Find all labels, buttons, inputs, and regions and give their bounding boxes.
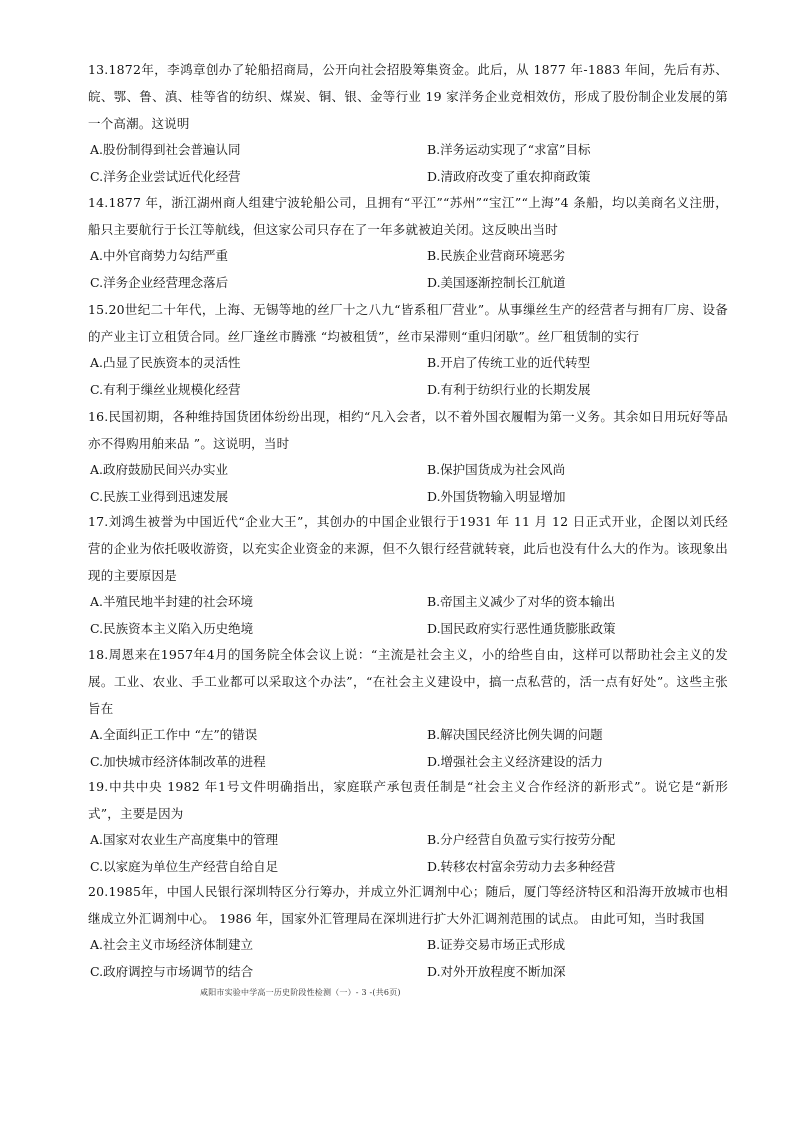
options (90, 243, 728, 296)
question-stem: 20.1985年，中国人民银行深圳特区分行筹办，并成立外汇调剂中心；随后，厦门等经济特区和沿海开放城市也相继成立外汇调剂中心。 1986 年，国家外汇管理局在深圳进行扩大外汇调剂范围的试点。 由此可知，当时我国 (88, 884, 728, 926)
option-b: B.保护国货成为社会风尚 (427, 462, 566, 477)
option-a: A.半殖民地半封建的社会环境 (90, 594, 254, 609)
option-d: D.转移农村富余劳动力去多种经营 (427, 858, 616, 874)
options (90, 350, 728, 403)
options (90, 932, 728, 985)
option-c: C.加快城市经济体制改革的进程 (90, 753, 266, 769)
option-b: B.开启了传统工业的近代转型 (427, 355, 591, 370)
question-stem: 14.1877 年，浙江湖州商人组建宁波轮船公司，且拥有“平江”“苏州”“宝江”“上海”4 条船，均以美商名义注册，船只主要航行于长江等航线，但这家公司只存在了一年多就被迫关闭。这反映出当时 (88, 195, 728, 237)
options (90, 589, 728, 642)
option-c: C.洋务企业经营理念落后 (90, 274, 229, 290)
options (90, 457, 728, 510)
option-a: A.全面纠正工作中 “左”的错误 (90, 727, 258, 742)
option-a: A.政府鼓励民间兴办实业 (90, 462, 229, 477)
option-a: A.社会主义市场经济体制建立 (90, 937, 254, 952)
option-a: A.凸显了民族资本的灵活性 (90, 355, 241, 370)
question-stem: 13.1872年，李鸿章创办了轮船招商局，公开向社会招股筹集资金。此后，从 1877 年-1883 年间，先后有苏、皖、鄂、鲁、滇、桂等省的纺织、煤炭、铜、银、金等行业 19 家洋务企业竞相效仿，形成了股份制企业发展的第一个高潮。这说明 (88, 62, 728, 131)
option-c: C.有利于缫丝业规模化经营 (90, 381, 241, 397)
question-stem: 15.20世纪二十年代，上海、无锡等地的丝厂十之八九“皆系租厂营业”。从事缫丝生产的经营者与拥有厂房、设备的产业主订立租赁合同。丝厂逢丝市腾涨 “均被租赁”，丝市呆滞则“重归闭歇”。丝厂租赁制的实行 (88, 302, 728, 344)
question-20 (88, 878, 728, 985)
question-18 (88, 641, 728, 775)
option-c: C.民族工业得到迅速发展 (90, 488, 229, 504)
option-d: D.美国逐渐控制长江航道 (427, 274, 566, 290)
question-stem: 17.刘鸿生被誉为中国近代“企业大王”，其创办的中国企业银行于1931 年 11 月 12 日正式开业，企图以刘氏经营的企业为依托吸收游资，以充实企业资金的来源，但不久银行经营就转衰，此后也没有什么大的作为。该现象出现的主要原因是 (88, 514, 728, 583)
option-d: D.外国货物输入明显增加 (427, 488, 566, 504)
option-a: A.国家对农业生产高度集中的管理 (90, 832, 279, 847)
question-stem: 16.民国初期，各种维持国货团体纷纷出现，相约“凡入会者，以不着外国衣履帽为第一义务。其余如日用玩好等品亦不得购用舶来品 ”。这说明，当时 (88, 409, 728, 451)
question-15 (88, 296, 728, 403)
option-b: B.证券交易市场正式形成 (427, 937, 566, 952)
question-14 (88, 189, 728, 296)
options (90, 137, 728, 190)
options (90, 827, 728, 880)
question-stem: 18.周恩来在1957年4月的国务院全体会议上说：“主流是社会主义，小的给些自由，这样可以帮助社会主义的发展。工业、农业、手工业都可以采取这个办法”，“在社会主义建设中，搞一点私营的，活一点有好处”。这些主张旨在 (88, 647, 728, 716)
option-c: C.政府调控与市场调节的结合 (90, 963, 254, 979)
option-a: A.中外官商势力勾结严重 (90, 248, 229, 263)
option-c: C.民族资本主义陷入历史绝境 (90, 620, 254, 636)
option-d: D.清政府改变了重农抑商政策 (427, 168, 591, 184)
options (90, 722, 728, 775)
question-19 (88, 773, 728, 880)
page-footer: 咸阳市实验中学高一历史阶段性检测（一）- 3 -(共6页) (200, 988, 401, 997)
option-b: B.分户经营自负盈亏实行按劳分配 (427, 832, 616, 847)
question-stem: 19.中共中央 1982 年1号文件明确指出，家庭联产承包责任制是“社会主义合作经济的新形式”。说它是“新形式”，主要是因为 (88, 779, 728, 821)
question-16 (88, 403, 728, 510)
option-c: C.以家庭为单位生产经营自给自足 (90, 858, 279, 874)
option-b: B.解决国民经济比例失调的问题 (427, 727, 603, 742)
option-b: B.洋务运动实现了“求富”目标 (427, 142, 591, 157)
question-17 (88, 508, 728, 642)
option-a: A.股份制得到社会普遍认同 (90, 142, 241, 157)
option-d: D.对外开放程度不断加深 (427, 963, 566, 979)
option-d: D.国民政府实行恶性通货膨胀政策 (427, 620, 616, 636)
option-d: D.增强社会主义经济建设的活力 (427, 753, 604, 769)
option-b: B.民族企业营商环境恶劣 (427, 248, 566, 263)
option-d: D.有利于纺织行业的长期发展 (427, 381, 591, 397)
option-b: B.帝国主义减少了对华的资本输出 (427, 594, 616, 609)
option-c: C.洋务企业尝试近代化经营 (90, 168, 241, 184)
question-13 (88, 56, 728, 190)
